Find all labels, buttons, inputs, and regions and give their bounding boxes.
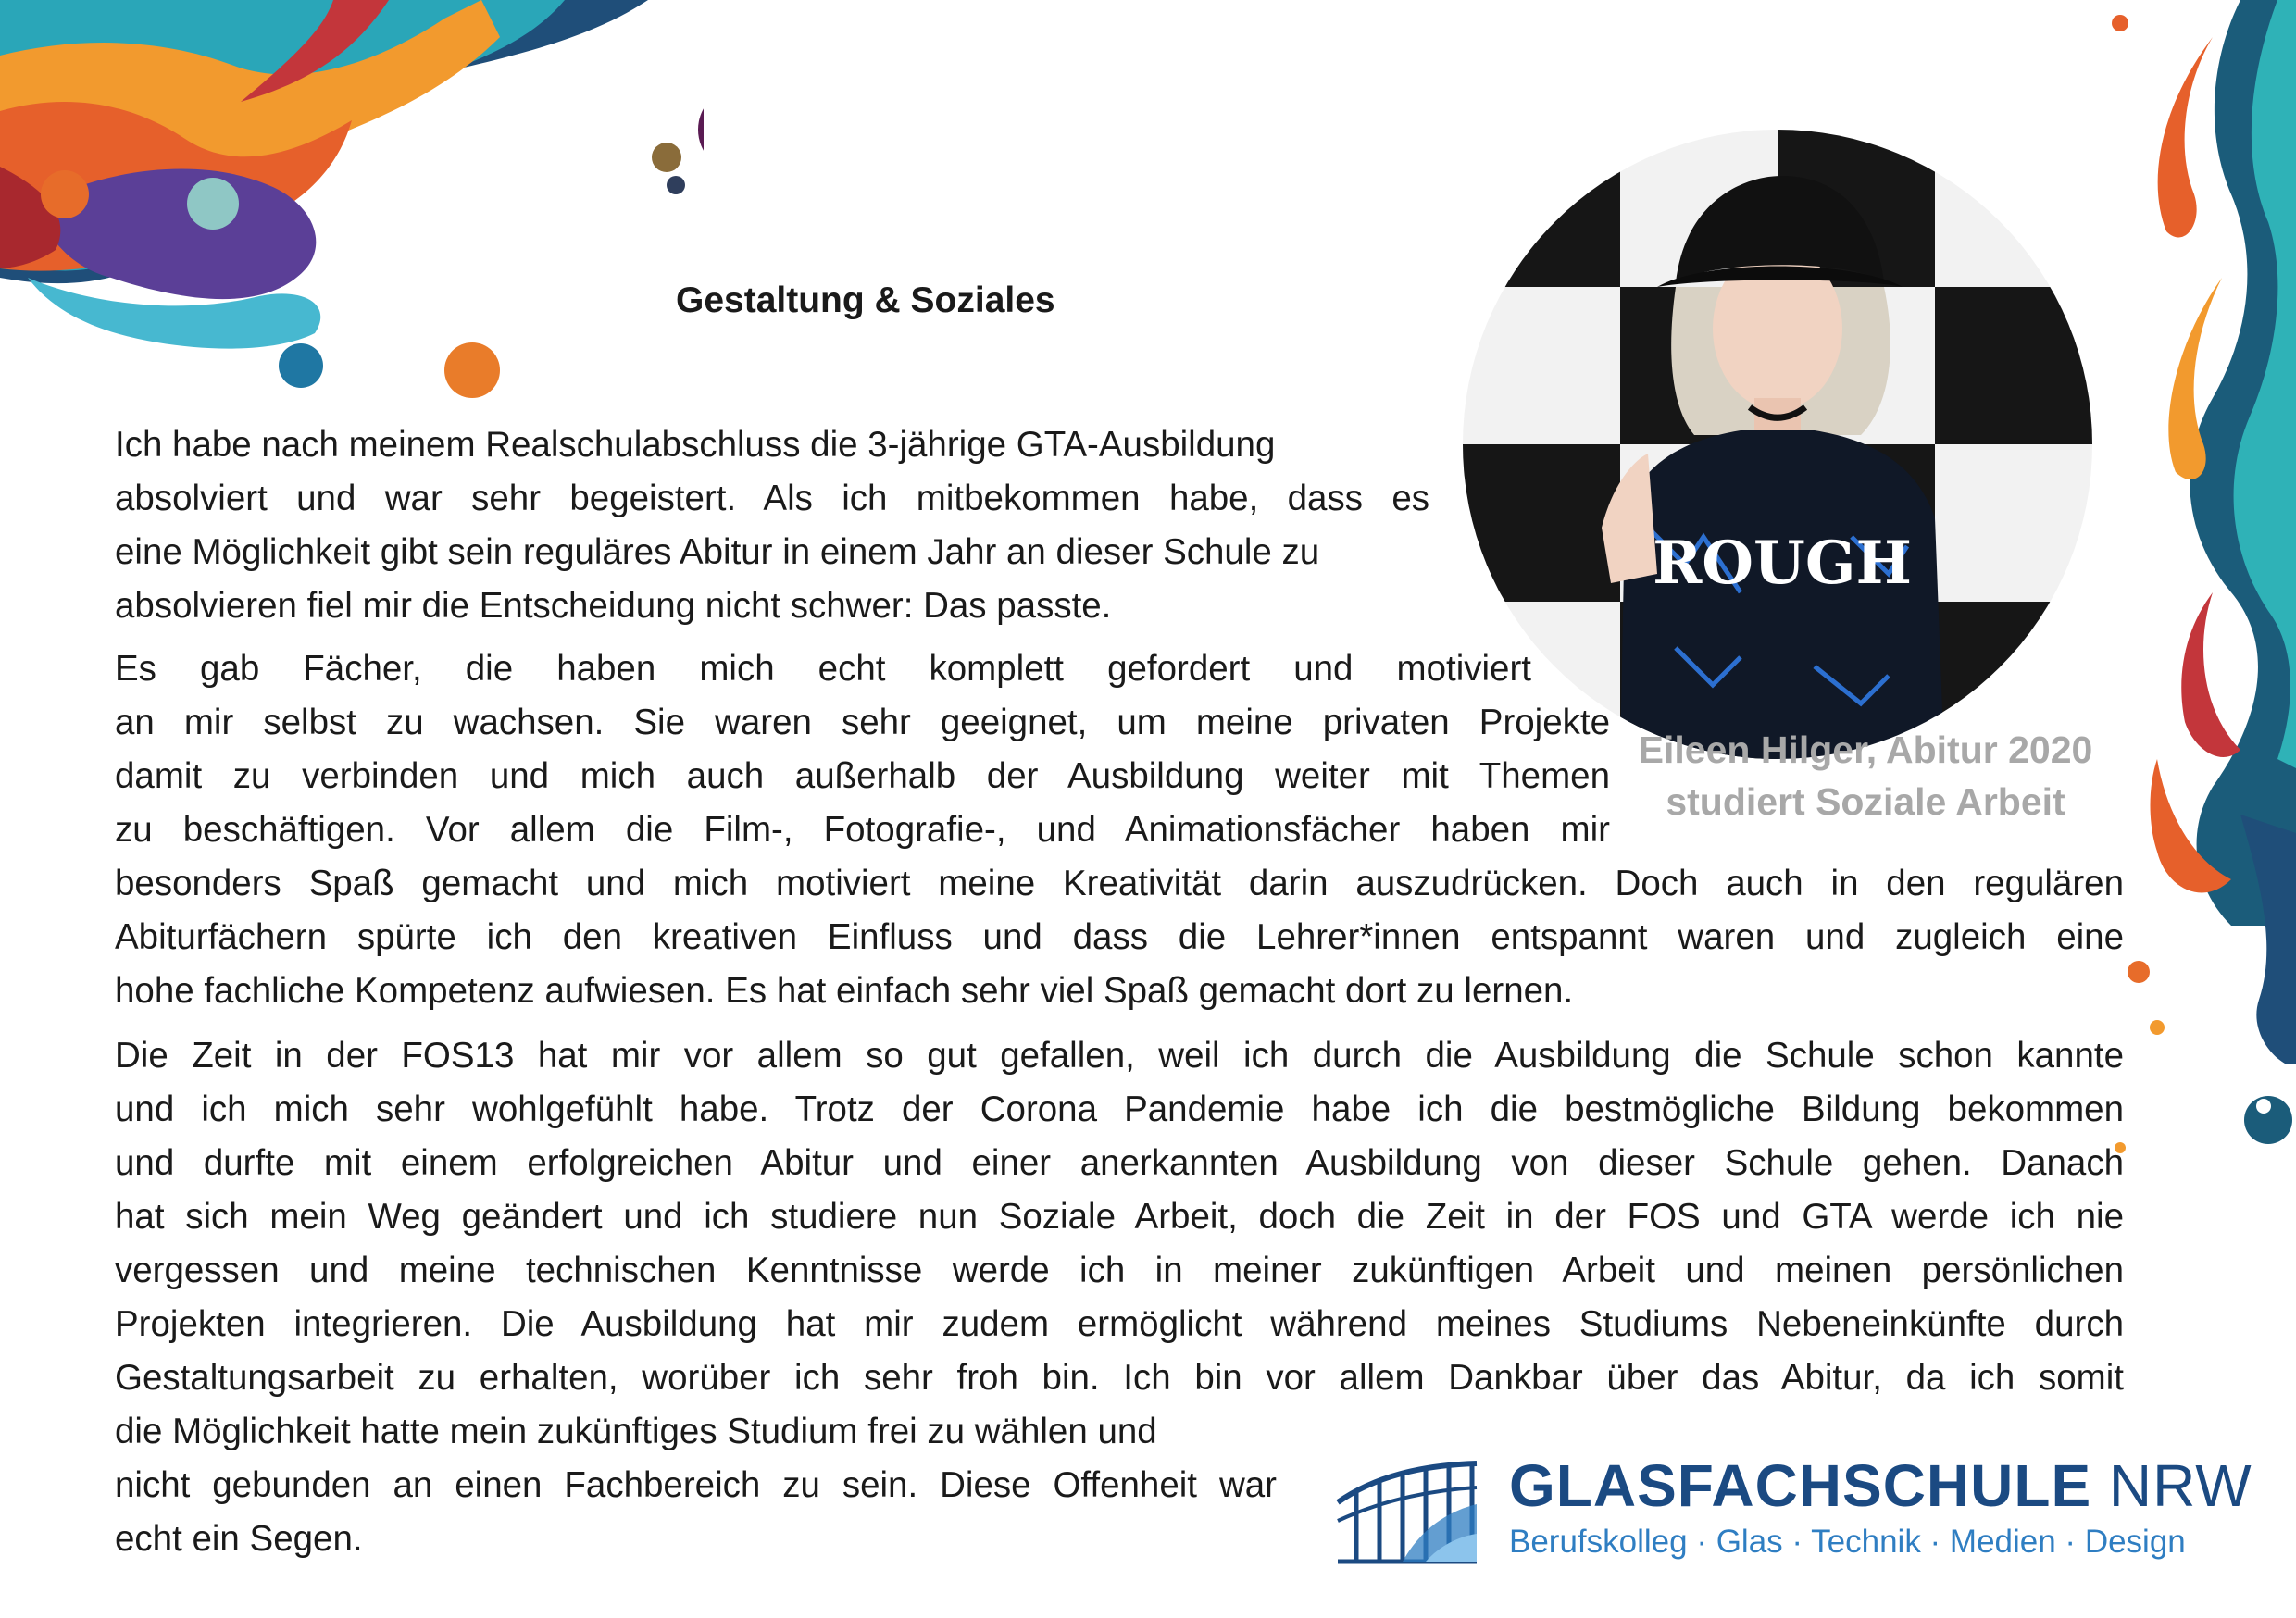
section-heading: Gestaltung & Soziales (676, 280, 1055, 320)
paragraph-line: Abiturfächern spürte ich den kreativen Einfluss und dass die Lehrer*innen entspannt waren und zugleich eine (115, 917, 2124, 957)
paragraph-line: an mir selbst zu wachsen. Sie waren sehr geeignet, um meine privaten Projekte (115, 703, 1610, 742)
logo-suffix-text: NRW (2108, 1452, 2252, 1519)
paragraph-1 (115, 418, 1429, 633)
paragraph-line: hohe fachliche Kompetenz aufwiesen. Es hat einfach sehr viel Spaß gemacht dort zu lernen. (115, 971, 1574, 1011)
logo-tagline: Berufskolleg · Glas · Technik · Medien · Design (1509, 1524, 2186, 1560)
logo-wordmark (1509, 1451, 2252, 1520)
paragraph-line: nicht gebunden an einen Fachbereich zu sein. Diese Offenheit war (115, 1465, 1277, 1505)
paragraph-line: absolviert und war sehr begeistert. Als ich mitbekommen habe, dass es (115, 479, 1429, 518)
paragraph-line: zu beschäftigen. Vor allem die Film-, Fotografie-, und Animationsfächer haben mir (115, 810, 1610, 850)
decorative-swirl-right (2102, 0, 2296, 1203)
caption-study: studiert Soziale Arbeit (1666, 780, 2065, 823)
paragraph-line: Die Zeit in der FOS13 hat mir vor allem so gut gefallen, weil ich durch die Ausbildung die Schule schon kannte (115, 1036, 2124, 1076)
logo-name-text: GLASFACHSCHULE (1509, 1452, 2092, 1519)
portrait-illustration (1463, 130, 2092, 759)
paragraph-line: echt ein Segen. (115, 1519, 363, 1559)
paragraph-line: und ich mich sehr wohlgefühlt habe. Trotz der Corona Pandemie habe ich die bestmögliche Bildung bekommen (115, 1089, 2124, 1129)
paragraph-line: Gestaltungsarbeit zu erhalten, worüber ich sehr froh bin. Ich bin vor allem Dankbar über das Abitur, da ich somit (115, 1358, 2124, 1398)
paragraph-line: vergessen und meine technischen Kenntnisse werde ich in meiner zukünftigen Arbeit und meinen persönlichen (115, 1251, 2124, 1290)
paragraph-line: eine Möglichkeit gibt sein reguläres Abitur in einem Jahr an dieser Schule zu (115, 532, 1320, 572)
paragraph-line: und durfte mit einem erfolgreichen Abitur und einer anerkannten Ausbildung von dieser Schule gehen. Danach (115, 1143, 2124, 1183)
paragraph-line: hat sich mein Weg geändert und ich studiere nun Soziale Arbeit, doch die Zeit in der FOS und GTA werde ich nie (115, 1197, 2124, 1237)
paragraph-line: die Möglichkeit hatte mein zukünftiges Studium frei zu wählen und (115, 1412, 1157, 1451)
decorative-swirl-top-left (0, 0, 704, 407)
portrait-photo (1463, 130, 2092, 759)
paragraph-line: Es gab Fächer, die haben mich echt komplett gefordert und motiviert (115, 649, 1531, 689)
caption-name: Eileen Hilger, Abitur 2020 (1638, 728, 2093, 771)
paragraph-line: damit zu verbinden und mich auch außerhalb der Ausbildung weiter mit Themen (115, 756, 1610, 796)
school-logo-icon (1329, 1449, 1481, 1564)
paragraph-line: besonders Spaß gemacht und mich motiviert meine Kreativität darin auszudrücken. Doch auch in den regulären (115, 864, 2124, 903)
paragraph-line: absolvieren fiel mir die Entscheidung nicht schwer: Das passte. (115, 586, 1112, 626)
photo-caption (1616, 724, 2115, 828)
paragraph-line: Ich habe nach meinem Realschulabschluss die 3-jährige GTA-Ausbildung (115, 425, 1276, 465)
shirt-print-text: ROUGH (1653, 529, 1912, 598)
paragraph-line: Projekten integrieren. Die Ausbildung hat mir zudem ermöglicht während meines Studiums Nebeneinkünfte durch (115, 1304, 2124, 1344)
